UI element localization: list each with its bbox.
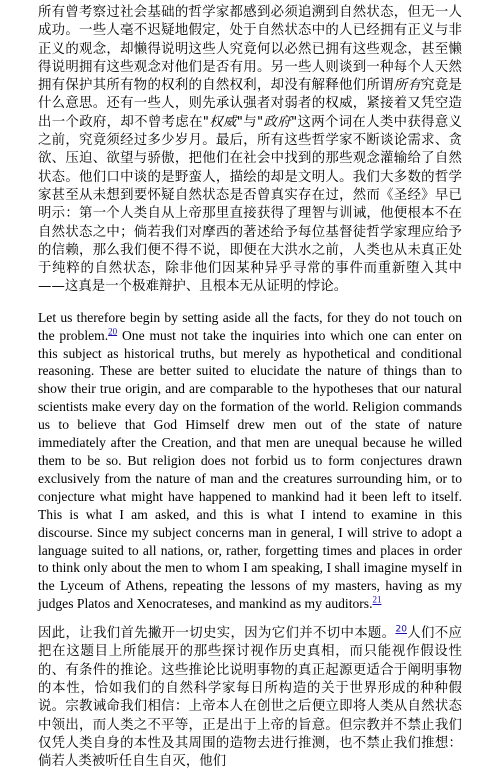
zh-p1-text-c: "与"	[236, 114, 264, 130]
zh-p1-text-b: 究竟是什么意思。还有一些人，则先承认强者对弱者的权威，紧接着又凭空造出一个政府，却不曾考虑在"	[38, 78, 462, 130]
chinese-paragraph-1	[38, 4, 462, 297]
zh-p1-text-a: 所有曾考察过社会基础的哲学家都感到必须追溯到自然状态，但无一人成功。一些人毫不迟疑地假定，处于自然状态中的人已经拥有正义与非正义的观念，却懒得说明这些人究竟何以必然已拥有这些观念，甚至懒得说明拥有这些观念对他们是否有用。另一些人则谈到一种每个人天然拥有保护其所有物的权利的自然权利，却没有解释他们所谓	[38, 5, 462, 94]
footnote-link-20[interactable]: 20	[108, 326, 118, 337]
zh-p1-text-d: "这两个词在人类中获得意义之前，究竟须经过多少岁月。最后，所有这些哲学家不断谈论需求、贪欲、压迫、欲望与骄傲，把他们在社会中找到的那些观念灌输给了自然状态。他们口中谈的是野蛮人，描绘的却是文明人。我们大多数的哲学家甚至从未想到要怀疑自然状态是否曾真实存在过，然而《圣经》早已明示：第一个人类自从上帝那里直接获得了理智与训诫，他便根本不在自然状态之中；倘若我们对摩西的著述给予每位基督徒哲学家理应给予的信赖，那么我们便不得不说，即便在大洪水之前，人类也从未真正处于纯粹的自然状态，除非他们因某种异乎寻常的事件而重新堕入其中——这真是一个极难辩护、且根本无从证明的悖论。	[38, 114, 463, 295]
en-text-a: Let us therefore begin by setting aside all the facts, for they do not touch on the problem.	[38, 309, 462, 343]
zh-p2-text-a: 因此，让我们首先撇开一切史实，因为它们并不切中本题。	[38, 626, 396, 642]
footnote-link-21[interactable]: 21	[372, 594, 382, 605]
zh-footnote-ref-20	[395, 625, 407, 635]
footnote-ref-20	[108, 326, 117, 336]
en-text-b: One must not take the inquiries into which one can enter on this subject as historical truths, but merely as hypothetical and conditional reasoning. These are better suited to elucidate the nature of things than to show their true origin, and are comparable to the hypotheses that our natural scientists make every day on the formation of the world. Religion commands us to believe that God Himself drew men out of the state of nature immediately after the Creation, and that men are unequal because he willed them to be so. But religion does not forbid us to form conjectures drawn exclusively from the nature of man and the creatures surrounding him, or to conjecture what might have happened to mankind had it been left to itself. This is what I am asked, and this is what I intend to examine in this discourse. Since my subject concerns man in general, I will strive to adopt a language suited to all nations, or, rather, forgetting times and places in order to think only about the men to whom I am speaking, I shall imagine myself in the Lyceum of Athens, repeating the lessons of my masters, having as my judges Platos and Xenocrateses, and mankind as my auditors.	[38, 327, 462, 612]
zh-p1-emphasis-authority: 权威	[209, 114, 237, 130]
zh-p1-emphasis-possession: 所有	[393, 78, 422, 94]
english-paragraph	[38, 309, 462, 613]
zh-p2-text-b: 人们不应把在这题目上所能展开的那些探讨视作历史真相，而只能视作假设性的、有条件的推论。这些推论比说明事物的真正起源更适合于阐明事物的本性，恰如我们的自然科学家每日所构造的关于世界形成的种种假说。宗教诫命我们相信：上帝本人在创世之后便立即将人类从自然状态中领出，而人类之不平等，正是出于上帝的旨意。但宗教并不禁止我们仅凭人类自身的本性及其周围的造物去进行推测，也不禁止我们推想：倘若人类被听任自生自灭，他们	[38, 626, 462, 770]
chinese-paragraph-2	[38, 625, 462, 771]
zh-footnote-link-20[interactable]: 20	[395, 624, 407, 635]
footnote-ref-21	[373, 595, 382, 605]
zh-p1-emphasis-government: 政府	[263, 114, 291, 130]
